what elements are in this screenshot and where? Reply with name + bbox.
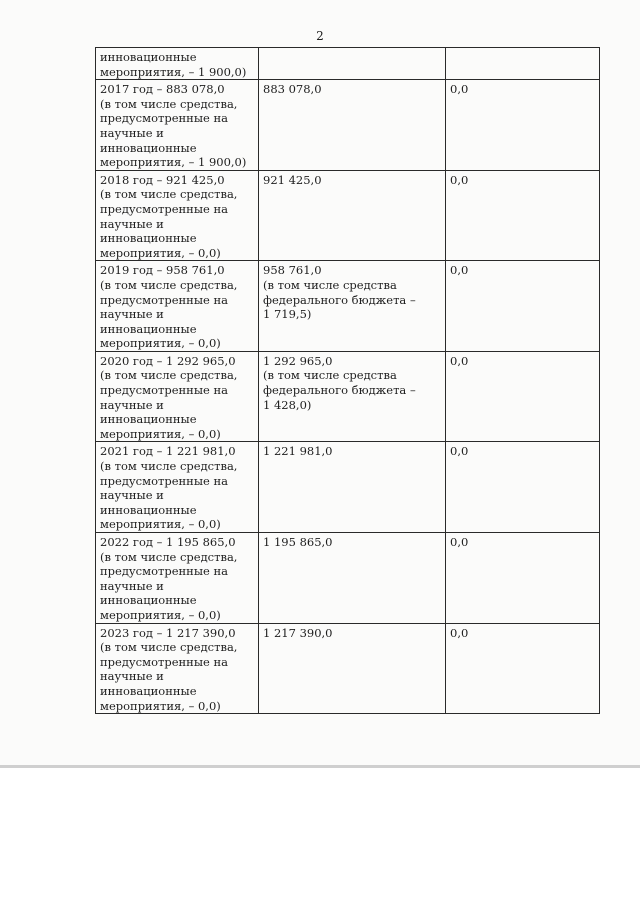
regional-budget-cell: 1 217 390,0 xyxy=(259,623,446,714)
table-row-2018 xyxy=(96,170,600,261)
scan-edge-divider xyxy=(0,765,640,768)
table-row-continuation xyxy=(96,48,600,80)
table-row-2017 xyxy=(96,80,600,171)
page-number: 2 xyxy=(316,29,324,43)
total-funding-cell: 2018 год – 921 425,0 (в том числе средства, предусмотренные на научные и инновационные мероприятия, – 0,0) xyxy=(96,170,259,261)
total-funding-cell: 2022 год – 1 195 865,0 (в том числе средства, предусмотренные на научные и инновационные мероприятия, – 0,0) xyxy=(96,533,259,624)
table-row-2022 xyxy=(96,533,600,624)
other-sources-cell: 0,0 xyxy=(446,533,600,624)
other-sources-cell: 0,0 xyxy=(446,351,600,442)
regional-budget-cell: 921 425,0 xyxy=(259,170,446,261)
regional-budget-cell: 1 292 965,0 (в том числе средства федерального бюджета – 1 428,0) xyxy=(259,351,446,442)
total-funding-cell: инновационные мероприятия, – 1 900,0) xyxy=(96,48,259,80)
total-funding-cell: 2019 год – 958 761,0 (в том числе средства, предусмотренные на научные и инновационные мероприятия, – 0,0) xyxy=(96,261,259,352)
total-funding-cell: 2020 год – 1 292 965,0 (в том числе средства, предусмотренные на научные и инновационные мероприятия, – 0,0) xyxy=(96,351,259,442)
other-sources-cell xyxy=(446,48,600,80)
regional-budget-cell xyxy=(259,48,446,80)
other-sources-cell: 0,0 xyxy=(446,80,600,171)
other-sources-cell: 0,0 xyxy=(446,623,600,714)
budget-table xyxy=(95,47,600,714)
total-funding-cell: 2023 год – 1 217 390,0 (в том числе средства, предусмотренные на научные и инновационные мероприятия, – 0,0) xyxy=(96,623,259,714)
total-funding-cell: 2021 год – 1 221 981,0 (в том числе средства, предусмотренные на научные и инновационные мероприятия, – 0,0) xyxy=(96,442,259,533)
regional-budget-cell: 958 761,0 (в том числе средства федерального бюджета – 1 719,5) xyxy=(259,261,446,352)
total-funding-cell: 2017 год – 883 078,0 (в том числе средства, предусмотренные на научные и инновационные мероприятия, – 1 900,0) xyxy=(96,80,259,171)
table-row-2021 xyxy=(96,442,600,533)
other-sources-cell: 0,0 xyxy=(446,261,600,352)
other-sources-cell: 0,0 xyxy=(446,170,600,261)
other-sources-cell: 0,0 xyxy=(446,442,600,533)
regional-budget-cell: 1 195 865,0 xyxy=(259,533,446,624)
regional-budget-cell: 883 078,0 xyxy=(259,80,446,171)
table-row-2020 xyxy=(96,351,600,442)
regional-budget-cell: 1 221 981,0 xyxy=(259,442,446,533)
table-row-2023 xyxy=(96,623,600,714)
table-row-2019 xyxy=(96,261,600,352)
